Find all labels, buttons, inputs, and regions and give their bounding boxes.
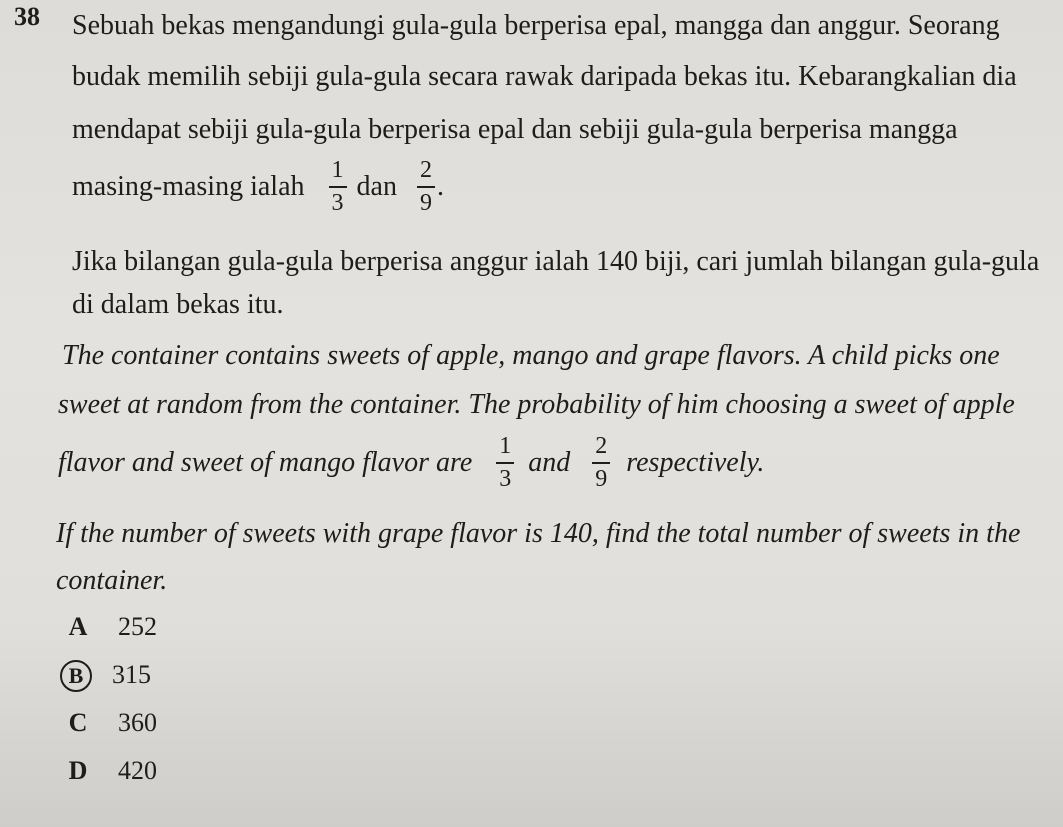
english-line-4: If the number of sweets with grape flavor is 140, find the total number of sweets in the <box>56 518 1021 549</box>
option-letter: C <box>68 708 88 737</box>
fraction-denominator: 3 <box>499 466 512 493</box>
malay-line-3: mendapat sebiji gula-gula berperisa epal dan sebiji gula-gula berperisa mangga <box>72 114 958 145</box>
fraction-bar <box>496 462 514 464</box>
malay-line-2: budak memilih sebiji gula-gula secara rawak daripada bekas itu. Kebarangkalian dia <box>72 61 1017 92</box>
option-value: 360 <box>118 708 157 737</box>
english-line-1: The container contains sweets of apple, mango and grape flavors. A child picks one <box>62 340 1000 371</box>
fraction-numerator: 1 <box>499 433 512 459</box>
fraction-two-ninths <box>592 434 610 492</box>
fraction-denominator: 9 <box>595 466 608 493</box>
option-value: 252 <box>118 612 157 641</box>
option-letter: A <box>68 612 88 641</box>
malay-line-4-suffix: . <box>436 171 444 203</box>
english-line-5: container. <box>56 565 168 596</box>
english-line-3-prefix: flavor and sweet of mango flavor are <box>58 447 473 479</box>
fraction-bar <box>592 462 610 464</box>
fraction-one-third <box>496 434 514 492</box>
english-line-2: sweet at random from the container. The probability of him choosing a sweet of apple <box>58 389 1015 420</box>
fraction-numerator: 1 <box>331 157 344 183</box>
option-letter-circled: B <box>60 660 92 692</box>
english-line-3 <box>58 434 764 492</box>
malay-line-4-mid: dan <box>356 171 397 203</box>
option-d[interactable] <box>60 756 157 786</box>
english-line-3-suffix: respectively. <box>626 447 765 479</box>
fraction-numerator: 2 <box>419 157 432 183</box>
fraction-denominator: 3 <box>331 190 344 217</box>
fraction-denominator: 9 <box>419 190 432 217</box>
option-c[interactable] <box>60 708 157 738</box>
fraction-one-third <box>329 158 347 216</box>
malay-line-5: Jika bilangan gula-gula berperisa anggur ialah 140 biji, cari jumlah bilangan gula-gula <box>72 246 1040 277</box>
english-line-3-mid: and <box>528 447 571 479</box>
malay-line-1: Sebuah bekas mengandungi gula-gula berperisa epal, mangga dan anggur. Seorang <box>72 10 1000 41</box>
option-letter: D <box>68 756 88 785</box>
option-value: 315 <box>112 660 151 689</box>
fraction-numerator: 2 <box>595 433 608 459</box>
fraction-bar <box>329 186 347 188</box>
malay-line-4 <box>72 158 444 216</box>
option-b[interactable] <box>60 660 151 692</box>
fraction-two-ninths <box>417 158 435 216</box>
malay-line-6: di dalam bekas itu. <box>72 289 284 320</box>
question-number: 38 <box>14 2 40 31</box>
option-a[interactable] <box>60 612 157 642</box>
fraction-bar <box>417 186 435 188</box>
malay-line-4-prefix: masing-masing ialah <box>72 171 305 203</box>
option-value: 420 <box>118 756 157 785</box>
